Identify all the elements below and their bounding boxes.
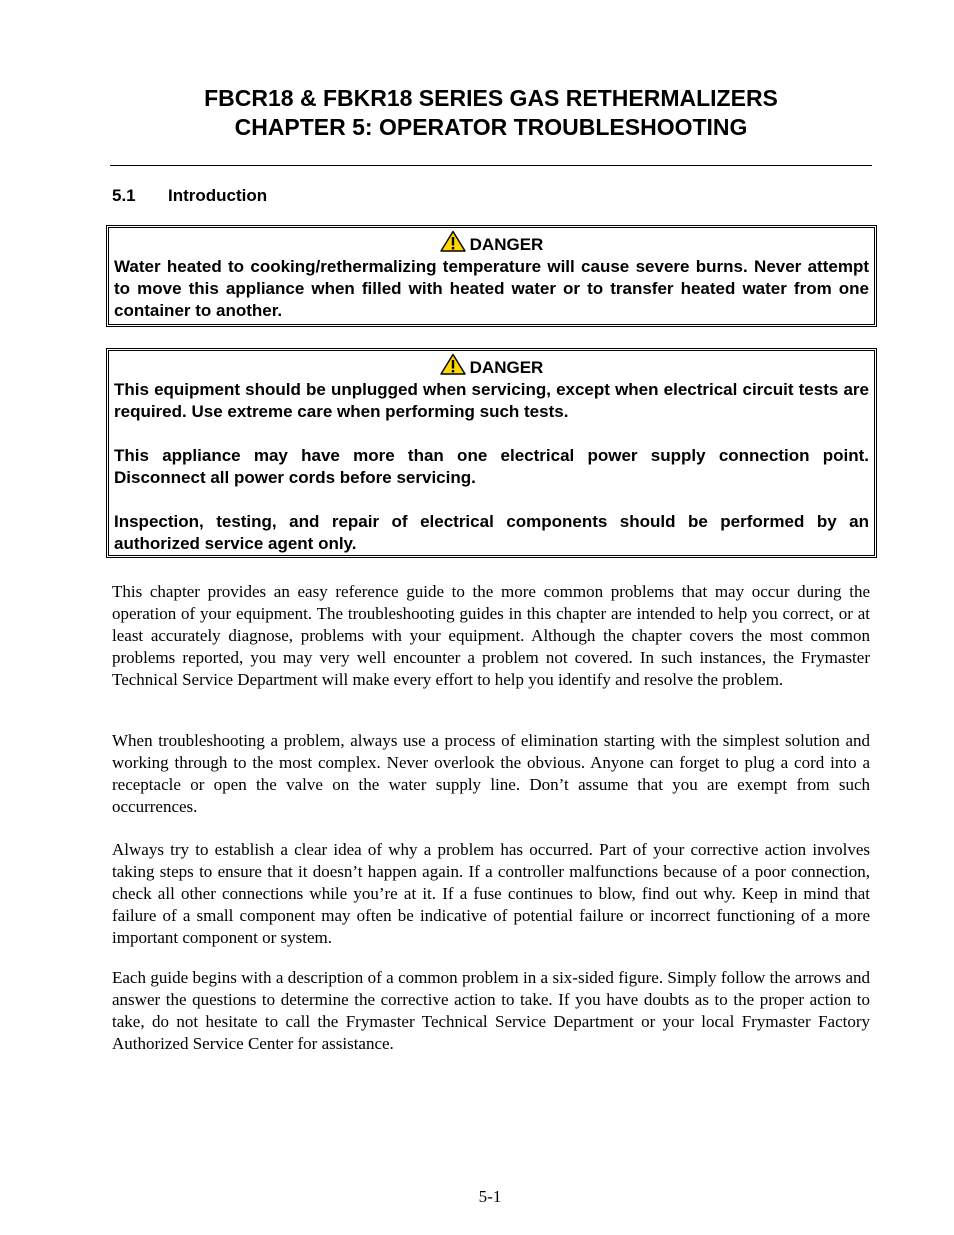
danger-label: DANGER (469, 358, 544, 377)
section-number: 5.1 (112, 186, 136, 205)
body-paragraph: Always try to establish a clear idea of why a problem has occurred. Part of your corrective action involves taking steps to ensure that it doesn’t happen again. If a controller malfunctions because of a poor connection, check all other connections while you’re at it. If a fuse continues to blow, find out why. Keep in mind that failure of a small component may often be indicative of potential failure or incorrect functioning of a more important component or system. (112, 840, 870, 947)
title-divider (110, 165, 872, 166)
page-number: 5-1 (478, 1187, 502, 1206)
danger-header (114, 230, 869, 256)
danger-text-power-points: This appliance may have more than one electrical power supply connection point. Disconnect all power cords before servicing. (114, 446, 869, 487)
warning-triangle-icon (440, 353, 466, 375)
body-paragraph: This chapter provides an easy reference guide to the more common problems that may occur during the operation of your equipment. The troubleshooting guides in this chapter are intended to help you correct, or at least accurately diagnose, problems with your equipment. Although the chapter covers the most common problems reported, you may very well encounter a problem not covered. In such instances, the Frymaster Technical Service Department will make every effort to help you identify and resolve the problem. (112, 582, 870, 689)
page-title (110, 84, 872, 142)
danger-label: DANGER (469, 235, 544, 254)
warning-triangle-icon (440, 230, 466, 252)
section-title: Introduction (168, 186, 268, 205)
body-paragraph: When troubleshooting a problem, always use a process of elimination starting with the simplest solution and working through to the most complex. Never overlook the obvious. Anyone can forget to plug a cord into a receptacle or open the valve on the water supply line. Don’t assume that you are exempt from such occurrences. (112, 731, 870, 816)
title-line-1: FBCR18 & FBKR18 SERIES GAS RETHERMALIZERS (204, 85, 778, 111)
danger-box-hot-water (106, 225, 877, 327)
danger-text-authorized: Inspection, testing, and repair of electrical components should be performed by an authorized service agent only. (114, 512, 869, 553)
danger-box-electrical (106, 348, 877, 558)
danger-header (114, 353, 869, 379)
section-heading (112, 185, 267, 207)
danger-text: Water heated to cooking/rethermalizing temperature will cause severe burns. Never attempt to move this appliance when filled with heated water or to transfer heated water from one container to another. (114, 257, 869, 320)
title-line-2: CHAPTER 5: OPERATOR TROUBLESHOOTING (234, 114, 748, 140)
danger-text-unplug: This equipment should be unplugged when servicing, except when electrical circuit tests are required. Use extreme care when performing such tests. (114, 380, 869, 421)
body-paragraph: Each guide begins with a description of a common problem in a six-sided figure. Simply follow the arrows and answer the questions to determine the corrective action to take. If you have doubts as to the proper action to take, do not hesitate to call the Frymaster Technical Service Department or your local Frymaster Factory Authorized Service Center for assistance. (112, 968, 870, 1053)
